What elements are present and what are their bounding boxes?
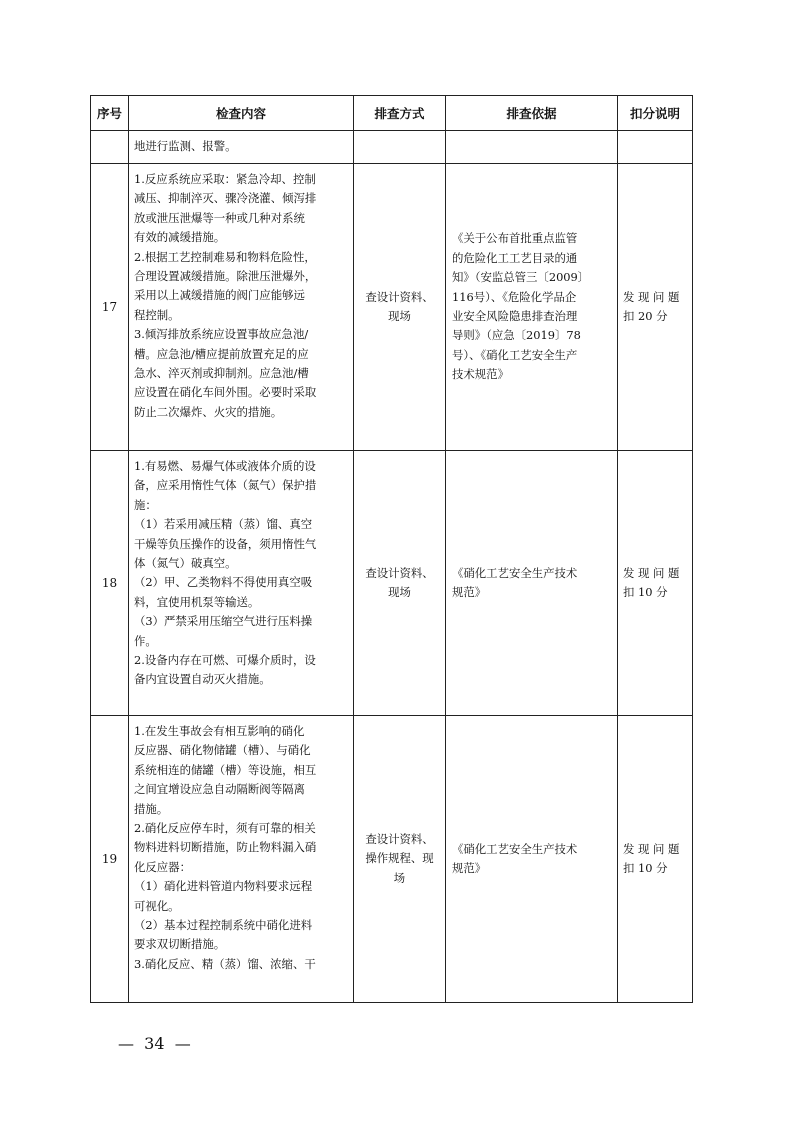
table-body — [91, 131, 693, 1003]
continuation-row — [91, 131, 693, 164]
continuation-basis-cell — [446, 131, 618, 164]
score-line: 扣 10 分 — [623, 585, 668, 599]
content-line: 作。 — [134, 633, 157, 648]
method-line: 现场 — [388, 309, 411, 323]
row-method — [354, 716, 446, 1003]
continuation-method-cell — [354, 131, 446, 164]
basis-line: 导则》（应急〔2019〕78 — [452, 328, 581, 343]
basis-line: 规范》 — [452, 861, 487, 875]
row-content — [129, 451, 354, 716]
basis-line: 知》（安监总管三〔2009〕 — [452, 270, 590, 285]
score-line: 扣 20 分 — [623, 309, 668, 323]
content-line: 有效的减缓措施。 — [134, 230, 226, 245]
basis-line: 《硝化工艺安全生产技术 — [452, 841, 578, 856]
content-line: 备内宜设置自动灭火措施。 — [134, 672, 271, 687]
content-line: 1.有易燃、易爆气体或液体介质的设 — [134, 459, 316, 473]
continuation-score-cell — [618, 131, 693, 164]
content-line: 急水、淬灭剂或抑制剂。应急池/槽 — [134, 365, 309, 380]
content-line: 3.硝化反应、精（蒸）馏、浓缩、干 — [134, 956, 316, 971]
row-seq: 18 — [91, 451, 129, 716]
row-seq: 17 — [91, 164, 129, 451]
content-line: 2.设备内存在可燃、可爆介质时，设 — [134, 652, 316, 667]
basis-line: 的危险化工工艺目录的通 — [452, 250, 578, 265]
inspection-table — [90, 95, 693, 1003]
method-line: 场 — [393, 870, 406, 885]
content-line: 系统相连的储罐（槽）等设施，相互 — [134, 762, 317, 777]
content-line: 采用以上减缓措施的阀门应能够远 — [134, 288, 305, 303]
method-line: 操作规程、现 — [365, 851, 434, 866]
content-line: （1）硝化进料管道内物料要求远程 — [134, 879, 313, 894]
content-line: 地进行监测、报警。 — [134, 139, 237, 154]
content-line: 体（氮气）破真空。 — [134, 555, 237, 570]
row-content — [129, 716, 354, 1003]
content-line: 干燥等负压操作的设备，须用惰性气 — [134, 536, 317, 551]
header-method: 排查方式 — [354, 96, 446, 131]
row-basis — [446, 451, 618, 716]
content-line: （2）甲、乙类物料不得使用真空吸 — [134, 575, 313, 590]
header-seq: 序号 — [91, 96, 129, 131]
continuation-seq-cell — [91, 131, 129, 164]
score-line: 发 现 问 题 — [623, 841, 680, 856]
header-content: 检查内容 — [129, 96, 354, 131]
content-line: 槽。应急池/槽应提前放置充足的应 — [134, 346, 309, 361]
content-line: 可视化。 — [134, 898, 180, 913]
content-line: 1.反应系统应采取：紧急冷却、控制 — [134, 172, 316, 186]
row-score — [618, 716, 693, 1003]
row-content — [129, 164, 354, 451]
content-line: （2）基本过程控制系统中硝化进料 — [134, 917, 313, 932]
content-line: 减压、抑制淬灭、骤冷浇灌、倾泻排 — [134, 191, 317, 206]
basis-line: 《关于公布首批重点监管 — [452, 231, 578, 246]
table-row — [91, 716, 693, 1003]
method-line: 现场 — [388, 585, 411, 599]
content-line: 放或泄压泄爆等一种或几种对系统 — [134, 210, 305, 225]
method-line: 查设计资料、 — [365, 289, 434, 304]
header-score: 扣分说明 — [618, 96, 693, 131]
content-line: 备，应采用惰性气体（氮气）保护措 — [134, 478, 317, 493]
basis-line: 116号）、《危险化学品企 — [452, 289, 577, 304]
score-line: 发 现 问 题 — [623, 565, 680, 580]
content-line: 措施。 — [134, 801, 169, 816]
content-line: 1.在发生事故会有相互影响的硝化 — [134, 724, 305, 738]
header-basis: 排查依据 — [446, 96, 618, 131]
content-line: 2.硝化反应停车时，须有可靠的相关 — [134, 820, 316, 835]
row-score — [618, 451, 693, 716]
content-line: 料，宜使用机泵等输送。 — [134, 594, 260, 609]
content-line: 施： — [134, 497, 157, 512]
basis-line: 号）、《硝化工艺安全生产 — [452, 347, 578, 362]
content-line: 2.根据工艺控制难易和物料危险性， — [134, 249, 316, 264]
header-row — [91, 96, 693, 131]
content-line: （1）若采用减压精（蒸）馏、真空 — [134, 517, 313, 532]
score-line: 发 现 问 题 — [623, 289, 680, 304]
row-seq: 19 — [91, 716, 129, 1003]
content-line: 物料进料切断措施，防止物料漏入硝 — [134, 840, 317, 855]
method-line: 查设计资料、 — [365, 565, 434, 580]
content-line: 应设置在硝化车间外围。必要时采取 — [134, 385, 317, 400]
basis-line: 业安全风险隐患排查治理 — [452, 309, 578, 323]
row-method — [354, 164, 446, 451]
row-score — [618, 164, 693, 451]
content-line: 化反应器： — [134, 859, 191, 874]
method-line: 查设计资料、 — [365, 831, 434, 846]
basis-line: 规范》 — [452, 585, 487, 599]
content-line: 要求双切断措施。 — [134, 937, 226, 952]
basis-line: 《硝化工艺安全生产技术 — [452, 565, 578, 580]
row-basis — [446, 716, 618, 1003]
table-row — [91, 451, 693, 716]
table-row — [91, 164, 693, 451]
content-line: 之间宜增设应急自动隔断阀等隔离 — [134, 782, 305, 797]
content-line: （3）严禁采用压缩空气进行压料操 — [134, 614, 313, 629]
row-method — [354, 451, 446, 716]
content-line: 3.倾泻排放系统应设置事故应急池/ — [134, 327, 309, 342]
page-number: — 34 — — [118, 1034, 191, 1053]
score-line: 扣 10 分 — [623, 861, 668, 875]
content-line: 防止二次爆炸、火灾的措施。 — [134, 404, 283, 419]
content-line: 反应器、硝化物储罐（槽）、与硝化 — [134, 743, 311, 758]
continuation-content-cell — [129, 131, 354, 164]
row-basis — [446, 164, 618, 451]
content-line: 合理设置减缓措施。除泄压泄爆外， — [134, 268, 317, 283]
basis-line: 技术规范》 — [452, 367, 509, 382]
content-line: 程控制。 — [134, 307, 180, 322]
